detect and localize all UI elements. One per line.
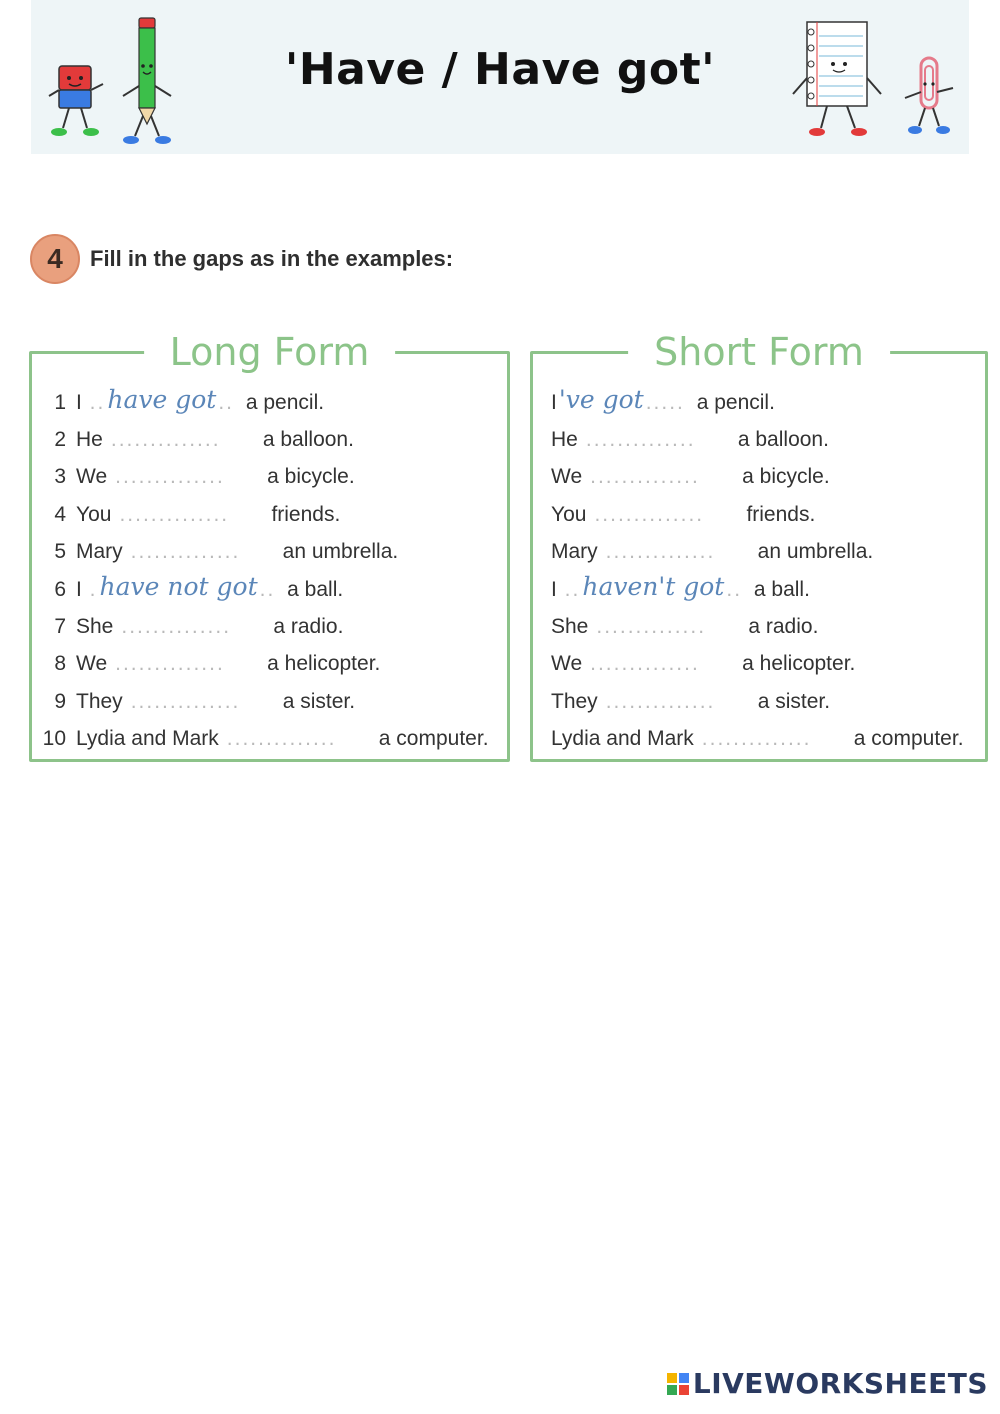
row-object: a sister. xyxy=(282,689,356,713)
row-object: a radio. xyxy=(748,615,819,639)
gap-dots: .. xyxy=(556,577,581,601)
gap-dots: .. xyxy=(259,577,284,601)
row-subject: We xyxy=(551,652,583,676)
row-number: 10 xyxy=(42,727,66,751)
long-form-row xyxy=(32,646,507,683)
long-form-row xyxy=(32,571,507,608)
short-form-rows xyxy=(533,384,985,758)
short-form-row xyxy=(551,608,985,645)
long-form-row xyxy=(32,683,507,720)
task-header xyxy=(30,232,453,286)
row-object: an umbrella. xyxy=(282,540,399,564)
notebook-character-icon xyxy=(783,18,893,144)
paperclip-character-icon xyxy=(899,54,959,144)
gap-dots: ..... xyxy=(645,390,693,414)
row-object: a bicycle. xyxy=(742,465,830,489)
short-form-row xyxy=(551,571,985,608)
row-object: friends. xyxy=(271,502,341,526)
long-form-row xyxy=(32,459,507,496)
answer-field[interactable]: .............. xyxy=(596,615,707,639)
row-subject: He xyxy=(76,428,103,452)
page-title: 'Have / Have got' xyxy=(284,44,716,95)
answer-field[interactable]: 've got xyxy=(558,385,644,415)
short-form-row xyxy=(551,421,985,458)
short-form-row xyxy=(551,646,985,683)
row-object: a balloon. xyxy=(737,428,829,452)
answer-field[interactable]: .............. xyxy=(226,727,337,751)
gap-dots: . xyxy=(81,577,98,601)
short-form-row xyxy=(551,683,985,720)
answer-field[interactable]: .............. xyxy=(115,465,225,489)
row-number: 8 xyxy=(54,652,66,676)
row-subject: I xyxy=(76,577,82,601)
answer-field[interactable]: .............. xyxy=(119,502,230,526)
task-instruction: Fill in the gaps as in the examples: xyxy=(90,246,454,271)
answer-field[interactable]: have not got xyxy=(99,572,258,602)
row-object: a bicycle. xyxy=(267,465,355,489)
long-form-panel xyxy=(29,330,510,762)
row-number: 4 xyxy=(54,502,66,526)
answer-field[interactable]: .............. xyxy=(110,428,221,452)
row-subject: Mary xyxy=(551,540,598,564)
row-subject: They xyxy=(76,689,123,713)
row-object: a sister. xyxy=(757,689,831,713)
row-number: 7 xyxy=(54,615,66,639)
answer-field[interactable]: .............. xyxy=(585,428,696,452)
row-subject: They xyxy=(551,689,598,713)
row-subject: We xyxy=(76,652,108,676)
row-subject: You xyxy=(551,502,587,526)
row-object: a balloon. xyxy=(262,428,354,452)
row-object: a helicopter. xyxy=(742,652,856,676)
short-form-title: Short Form xyxy=(628,328,890,376)
row-subject: We xyxy=(551,465,583,489)
gap-dots: .. xyxy=(81,390,106,414)
row-number: 2 xyxy=(54,428,66,452)
row-object: a ball. xyxy=(753,577,810,601)
answer-field[interactable]: .............. xyxy=(701,727,812,751)
long-form-row xyxy=(32,421,507,458)
answer-field[interactable]: .............. xyxy=(115,652,225,676)
row-object: a radio. xyxy=(273,615,344,639)
row-object: a pencil. xyxy=(245,390,325,414)
row-object: a computer. xyxy=(378,727,489,751)
long-form-title: Long Form xyxy=(144,328,396,376)
answer-field[interactable]: .............. xyxy=(121,615,232,639)
row-number: 3 xyxy=(54,465,66,489)
long-form-row xyxy=(32,496,507,533)
row-subject: She xyxy=(551,615,589,639)
long-form-rows xyxy=(32,384,507,758)
task-number-badge: 4 xyxy=(30,234,80,284)
long-form-row xyxy=(32,384,507,421)
answer-field[interactable]: .............. xyxy=(594,502,705,526)
row-number: 9 xyxy=(54,689,66,713)
row-number: 6 xyxy=(54,577,66,601)
short-form-row xyxy=(551,459,985,496)
row-subject: I xyxy=(551,577,557,601)
row-subject: Lydia and Mark xyxy=(76,727,219,751)
row-object: a pencil. xyxy=(696,390,775,414)
gap-dots: .. xyxy=(218,390,242,414)
row-object: a ball. xyxy=(287,577,344,601)
short-form-row xyxy=(551,534,985,571)
liveworksheets-logo-icon xyxy=(667,1373,689,1395)
row-number: 1 xyxy=(54,390,66,414)
row-object: an umbrella. xyxy=(757,540,874,564)
short-form-row xyxy=(551,721,985,758)
answer-field[interactable]: .............. xyxy=(130,689,241,713)
row-subject: Lydia and Mark xyxy=(551,727,694,751)
row-subject: You xyxy=(76,502,112,526)
row-subject: Mary xyxy=(76,540,123,564)
row-object: a computer. xyxy=(853,727,964,751)
answer-field[interactable]: have got xyxy=(107,385,217,415)
short-form-panel xyxy=(530,330,988,762)
short-form-row xyxy=(551,496,985,533)
row-subject: I xyxy=(76,390,82,414)
row-number: 5 xyxy=(54,540,66,564)
header-banner xyxy=(31,0,969,154)
long-form-row xyxy=(32,534,507,571)
answer-field[interactable]: .............. xyxy=(605,689,716,713)
answer-field[interactable]: .............. xyxy=(605,540,716,564)
row-subject: She xyxy=(76,615,114,639)
row-subject: I xyxy=(551,390,557,414)
answer-field[interactable]: .............. xyxy=(590,652,700,676)
answer-field[interactable]: .............. xyxy=(590,465,700,489)
long-form-row xyxy=(32,721,507,758)
answer-field[interactable]: haven't got xyxy=(582,572,725,602)
logo-text: LIVEWORKSHEETS xyxy=(692,1367,988,1400)
row-object: friends. xyxy=(746,502,816,526)
long-form-row xyxy=(32,608,507,645)
row-subject: We xyxy=(76,465,108,489)
answer-field[interactable]: .............. xyxy=(130,540,241,564)
liveworksheets-logo[interactable] xyxy=(667,1367,988,1400)
gap-dots: .. xyxy=(726,577,750,601)
short-form-row xyxy=(551,384,985,421)
row-object: a helicopter. xyxy=(267,652,381,676)
row-subject: He xyxy=(551,428,578,452)
